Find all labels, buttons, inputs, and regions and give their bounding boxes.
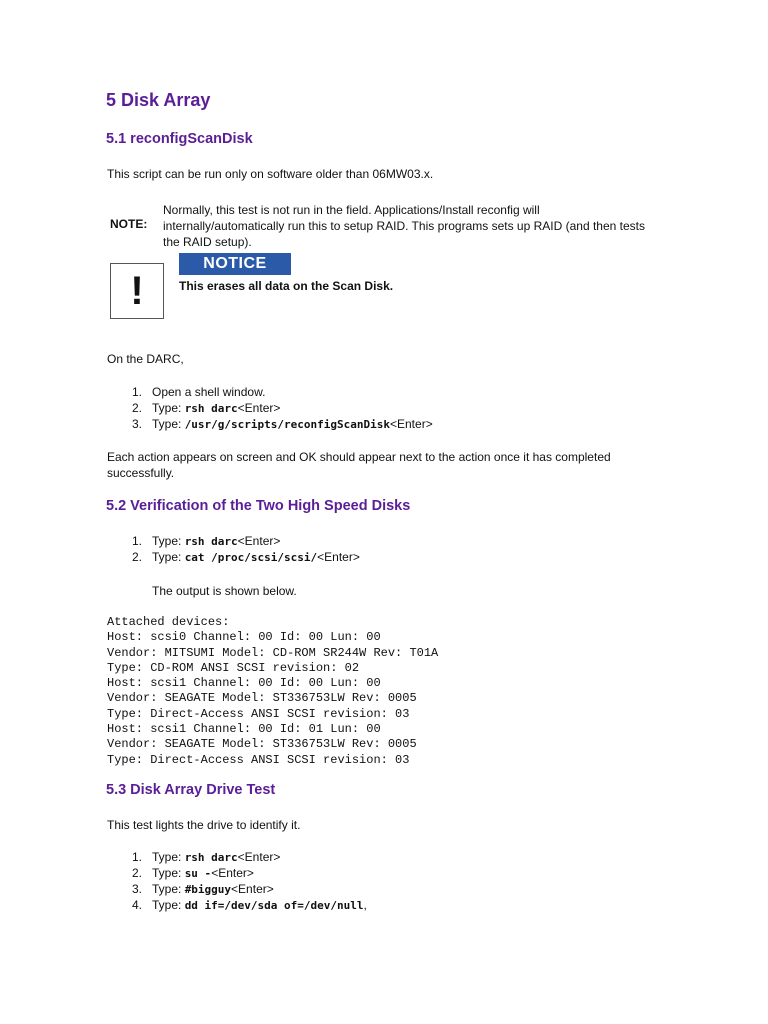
step-body: Type: dd if=/dev/sda of=/dev/null, bbox=[152, 898, 367, 912]
output-line: Type: CD-ROM ANSI SCSI revision: 02 bbox=[107, 660, 360, 675]
output-line: Attached devices: bbox=[107, 615, 230, 629]
scsi-output-block bbox=[107, 615, 438, 768]
step-body: Type: su -<Enter> bbox=[152, 866, 254, 880]
output-line: Type: Direct-Access ANSI SCSI revision: 03 bbox=[107, 752, 410, 767]
output-line: Host: scsi1 Channel: 00 Id: 00 Lun: 00 bbox=[107, 676, 381, 691]
output-line: Vendor: SEAGATE Model: ST336753LW Rev: 0005 bbox=[107, 691, 417, 706]
step-number: 2. bbox=[131, 550, 142, 564]
section-intro: This script can be run only on software older than 06MW03.x. bbox=[107, 167, 434, 181]
step-body: Type: #bigguy<Enter> bbox=[152, 882, 274, 896]
note-label: NOTE: bbox=[110, 217, 148, 231]
section-heading-drive-test: 5.3 Disk Array Drive Test bbox=[106, 782, 276, 798]
section-heading-disk-array: 5 Disk Array bbox=[106, 90, 211, 110]
notice-banner: NOTICE bbox=[179, 253, 291, 275]
result-text: Each action appears on screen and OK should appear next to the action once it has completed successfully. bbox=[107, 450, 611, 480]
step-body: Type: rsh darc<Enter> bbox=[152, 534, 281, 548]
step-number: 2. bbox=[131, 866, 142, 880]
output-line: Vendor: SEAGATE Model: ST336753LW Rev: 0005 bbox=[107, 737, 417, 752]
output-line: Type: Direct-Access ANSI SCSI revision: 03 bbox=[107, 706, 410, 721]
on-darc-text: On the DARC, bbox=[107, 352, 184, 366]
step-number: 3. bbox=[131, 882, 142, 896]
step-number: 3. bbox=[131, 417, 142, 431]
note-text: Normally, this test is not run in the field. Applications/Install reconfig will internally/automatically run this to setup RAID. This programs sets up RAID (and then tests the RAID setup). bbox=[163, 203, 645, 249]
notice-text: This erases all data on the Scan Disk. bbox=[179, 279, 394, 293]
step-body: Type: rsh darc<Enter> bbox=[152, 401, 281, 415]
step-body: Type: cat /proc/scsi/scsi/<Enter> bbox=[152, 550, 360, 564]
step-number: 2. bbox=[131, 401, 142, 415]
output-line: Host: scsi0 Channel: 00 Id: 00 Lun: 00 bbox=[107, 630, 381, 645]
output-intro: The output is shown below. bbox=[152, 584, 297, 598]
step-body: Type: /usr/g/scripts/reconfigScanDisk<Enter> bbox=[152, 417, 433, 431]
step-number: 1. bbox=[131, 850, 142, 864]
output-line: Host: scsi1 Channel: 00 Id: 01 Lun: 00 bbox=[107, 722, 381, 737]
output-line: Vendor: MITSUMI Model: CD-ROM SR244W Rev: T01A bbox=[107, 645, 439, 660]
warning-icon bbox=[110, 263, 164, 319]
exclamation-icon: ! bbox=[130, 269, 144, 313]
section-heading-reconfigscandisk: 5.1 reconfigScanDisk bbox=[106, 131, 253, 147]
step-body: Type: rsh darc<Enter> bbox=[152, 850, 281, 864]
section-intro: This test lights the drive to identify it. bbox=[107, 818, 301, 832]
section-heading-verification: 5.2 Verification of the Two High Speed Disks bbox=[106, 498, 411, 514]
step-number: 1. bbox=[131, 534, 142, 548]
step-number: 4. bbox=[131, 898, 142, 912]
step-number: 1. bbox=[131, 385, 142, 399]
step-body: Open a shell window. bbox=[152, 385, 266, 399]
